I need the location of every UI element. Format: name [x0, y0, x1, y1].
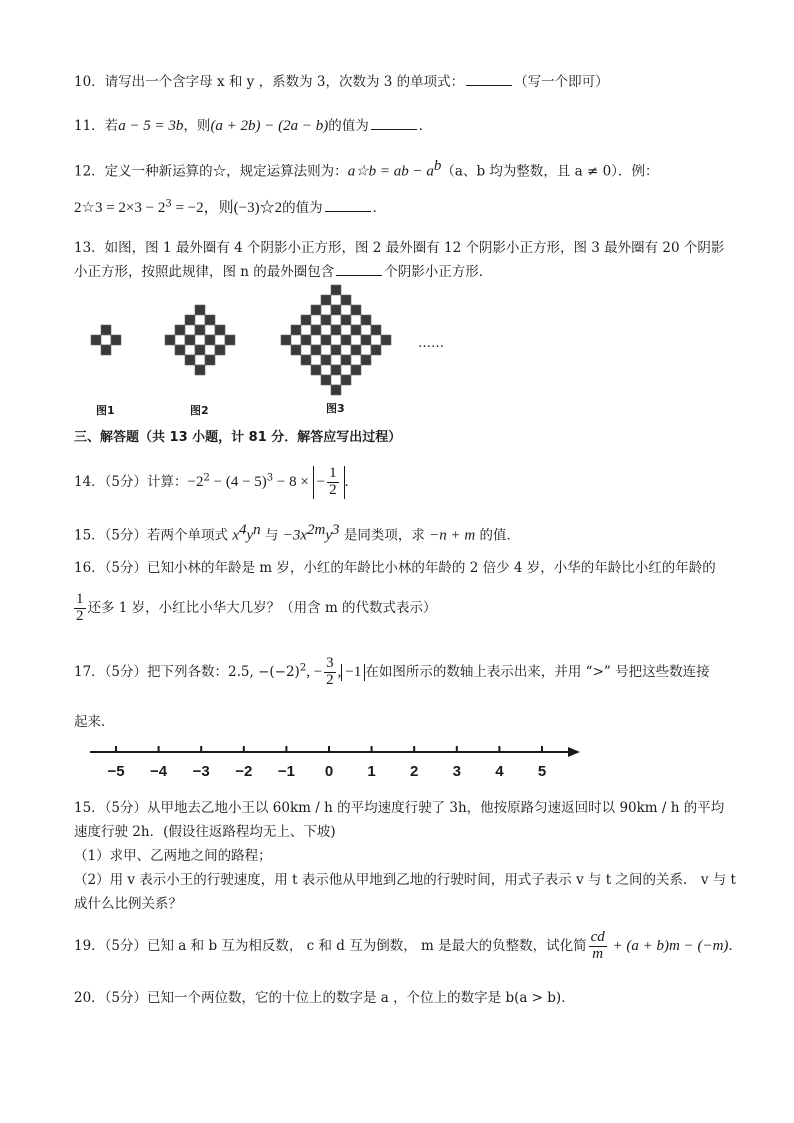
shaded-square [101, 345, 111, 355]
question-18-part1 [74, 844, 272, 864]
blank-square [351, 315, 361, 325]
q12-example-exponent: 3 [165, 198, 172, 210]
shaded-square [185, 355, 195, 365]
frac-den: 2 [326, 671, 334, 688]
q15-exp: n [253, 522, 261, 538]
shaded-square [291, 325, 301, 335]
question-17-line2 [74, 710, 115, 730]
shaded-square [91, 335, 101, 345]
q19-fraction [589, 930, 607, 963]
q14-end: ． [344, 473, 359, 490]
question-14 [74, 466, 358, 499]
shaded-square [351, 345, 361, 355]
shaded-square [361, 355, 371, 365]
question-10 [74, 70, 609, 90]
shaded-square [341, 295, 351, 305]
blank-square [341, 365, 351, 375]
frac-den: 2 [329, 481, 337, 498]
number-line-label: −4 [150, 763, 168, 780]
q17-exp: 2 [299, 662, 307, 674]
q19-prefix: 19．（5分）已知 a 和 b 互为相反数， c 和 d 互为倒数， m 是最大的负整数，试化简 [74, 937, 587, 954]
shaded-square [205, 315, 215, 325]
q15-prefix: 15．（5分）若两个单项式 [74, 527, 233, 544]
shaded-square [321, 315, 331, 325]
q17-fraction [324, 656, 336, 689]
q18-line2: 速度行驶 2h．(假设往返路程均无上、下坡) [74, 824, 336, 840]
question-15 [74, 522, 520, 545]
number-line-arrow-icon [568, 747, 580, 757]
blank-square [185, 325, 195, 335]
shaded-square [101, 325, 111, 335]
q16-line1: 16．（5分）已知小林的年龄是 m 岁，小红的年龄比小林的年龄的 2 倍少 4 岁，小华的年龄比小红的年龄的 [74, 560, 716, 576]
q17-prefix: 17．（5分）把下列各数：2.5, −(−2) [74, 663, 300, 680]
q12-end: ． [372, 200, 387, 216]
section-heading: 三、解答题（共 13 小题，计 81 分．解答应写出过程） [74, 430, 402, 445]
number-line-label: 1 [367, 763, 376, 780]
number-line-label: −1 [277, 763, 295, 780]
frac-num: 3 [326, 655, 334, 671]
question-16-line2 [72, 592, 437, 625]
q14-prefix: 14．（5分）计算： [74, 473, 188, 490]
blank-square [351, 355, 361, 365]
blank-square [175, 335, 185, 345]
shaded-square [175, 325, 185, 335]
shaded-square [351, 325, 361, 335]
question-20 [74, 986, 575, 1006]
q19-expression: + (a + b)m − (−m) [608, 937, 729, 954]
number-line-label: 3 [452, 763, 461, 780]
blank-square [301, 345, 311, 355]
blank-square [215, 335, 225, 345]
q15-mid: 与 [260, 527, 283, 544]
q15-term: x [232, 527, 239, 544]
q14-abs-value [313, 466, 345, 499]
shaded-square [331, 325, 341, 335]
question-18-line1 [74, 796, 724, 816]
shaded-square [321, 335, 331, 345]
blank-square [361, 325, 371, 335]
q12-expression: (−3)☆2 [233, 200, 283, 216]
number-line-label: −5 [107, 763, 125, 780]
number-line-label: 2 [410, 763, 419, 780]
q13-line2-suffix: 个阴影小正方形． [384, 264, 493, 280]
blank-square [205, 345, 215, 355]
q15-term: y [246, 527, 254, 544]
shaded-square [351, 365, 361, 375]
shaded-square [165, 335, 175, 345]
question-13-line2 [74, 260, 492, 280]
frac-num: 1 [329, 465, 337, 481]
q18-part1: （1）求甲、乙两地之间的路程； [74, 848, 272, 864]
shaded-square [331, 285, 341, 295]
q18-part2-line2: 成什么比例关系？ [74, 896, 182, 912]
shaded-square [361, 315, 371, 325]
blank-square [195, 355, 205, 365]
shaded-square [215, 325, 225, 335]
q12-rule: a☆b = ab − a [347, 163, 434, 180]
shaded-square [381, 335, 391, 345]
blank-square [301, 325, 311, 335]
shaded-square [321, 295, 331, 305]
blank-square [341, 305, 351, 315]
question-18-part2-line2 [74, 892, 182, 912]
q12-example-result: = −2，则 [171, 200, 234, 216]
blank-square [371, 335, 381, 345]
shaded-square [195, 365, 205, 375]
frac-num: cd [590, 929, 605, 945]
shaded-square [215, 345, 225, 355]
question-16-line1 [74, 556, 716, 576]
shaded-square [341, 375, 351, 385]
q12-prefix: 12．定义一种新运算的☆，规定运算法则为： [74, 163, 348, 180]
shaded-square [185, 335, 195, 345]
shaded-square [225, 335, 235, 345]
blank-square [321, 365, 331, 375]
q11-expression: (a + 2b) − (2a − b) [210, 118, 329, 134]
number-line-label: −2 [235, 763, 253, 780]
figure-3-label: 图3 [326, 402, 345, 415]
answer-blank [466, 73, 512, 86]
q17-mid: , − [306, 663, 323, 680]
question-12-line1 [74, 158, 658, 181]
q18-line1: 15．（5分）从甲地去乙地小王以 60km / h 的平均速度行驶了 3h，他按原路匀速返回时以 90km / h 的平均 [74, 800, 725, 816]
figure-1-label: 图1 [96, 404, 115, 417]
q14-neg: − [316, 473, 326, 490]
q17-line2: 起来． [74, 714, 115, 730]
blank-square [341, 345, 351, 355]
q18-part2-line1: （2）用 v 表示小王的行驶速度，用 t 表示他从甲地到乙地的行驶时间，用式子表示 v 与 t 之间的关系． v 与 t [74, 872, 736, 888]
shaded-square [331, 345, 341, 355]
blank-square [311, 315, 321, 325]
question-10-tail: （写一个即可） [514, 74, 609, 90]
blank-square [321, 325, 331, 335]
q15-exp: 4 [238, 522, 247, 538]
shaded-square [341, 335, 351, 345]
figure-2-pattern [165, 305, 235, 375]
number-line-label: 4 [495, 763, 504, 780]
blank-square [185, 345, 195, 355]
shaded-square [311, 365, 321, 375]
blank-square [195, 335, 205, 345]
shaded-square [291, 345, 301, 355]
blank-square [321, 305, 331, 315]
shaded-square [205, 355, 215, 365]
shaded-square [341, 315, 351, 325]
blank-square [195, 315, 205, 325]
q12-example: 2☆3 = 2×3 − 2 [74, 200, 166, 216]
q15-end: 的值． [475, 527, 521, 544]
frac-den: m [592, 945, 604, 962]
blank-square [321, 345, 331, 355]
shaded-square [175, 345, 185, 355]
q20-text: 20．（5分）已知一个两位数，它的十位上的数字是 a ，个位上的数字是 b(a > b)． [74, 990, 575, 1006]
answer-blank [336, 263, 382, 276]
frac-den: 2 [76, 607, 84, 624]
q11-condition: a − 5 = 3b [118, 118, 184, 134]
q15-suffix: 是同类项，求 [339, 527, 430, 544]
blank-square [331, 355, 341, 365]
question-18-line2 [74, 820, 336, 840]
number-line-label: 5 [537, 763, 547, 780]
question-11 [74, 114, 432, 135]
question-13-line1 [74, 236, 724, 256]
q14-exp2: 3 [266, 472, 274, 484]
number-line-label: −3 [192, 763, 210, 780]
q15-term: y [325, 527, 333, 544]
q11-prefix: 11．若 [74, 118, 119, 134]
q14-mid: − (4 − 5) [209, 473, 267, 490]
q16-line2: 还多 1 岁，小红比小华大几岁？（用含 m 的代数式表示） [87, 599, 437, 616]
blank-square [331, 375, 341, 385]
number-line-svg [86, 742, 580, 786]
question-19 [74, 930, 742, 963]
q17-suffix: 在如图所示的数轴上表示出来，并用 “>” 号把这些数连接 [365, 663, 710, 680]
q15-exp: 2m [307, 522, 326, 538]
q19-end: ． [728, 937, 742, 954]
blank-square [351, 335, 361, 345]
q15-term: −3x [282, 527, 308, 544]
answer-blank [371, 117, 417, 130]
pattern-figure-svg [74, 284, 454, 416]
question-12-line2 [74, 196, 386, 217]
q14-expr: −2 [187, 473, 204, 490]
question-18-part2-line1 [74, 868, 736, 888]
shaded-square [331, 305, 341, 315]
blank-square [311, 355, 321, 365]
shaded-square [205, 335, 215, 345]
blank-square [101, 335, 111, 345]
q11-mid: ，则 [183, 118, 211, 134]
q13-line2-prefix: 小正方形，按照此规律，图 n 的最外圈包含 [74, 264, 335, 280]
blank-square [341, 325, 351, 335]
number-line [86, 742, 580, 786]
q11-suffix: 的值为 [328, 118, 369, 134]
pattern-figure [74, 284, 454, 416]
frac-num: 1 [76, 591, 84, 607]
blank-square [361, 345, 371, 355]
figure-ellipsis: …… [418, 336, 444, 351]
shaded-square [185, 315, 195, 325]
blank-square [331, 295, 341, 305]
shaded-square [311, 345, 321, 355]
blank-square [331, 315, 341, 325]
q14-mid2: − 8 × [273, 473, 313, 490]
shaded-square [331, 365, 341, 375]
figure-1-pattern [91, 325, 121, 355]
shaded-square [311, 305, 321, 315]
shaded-square [301, 335, 311, 345]
shaded-square [371, 345, 381, 355]
shaded-square [351, 305, 361, 315]
shaded-square [311, 325, 321, 335]
shaded-square [195, 325, 205, 335]
figure-3-pattern [281, 285, 391, 395]
shaded-square [361, 335, 371, 345]
question-10-text: 10．请写出一个含字母 x 和 y ，系数为 3，次数为 3 的单项式： [74, 74, 465, 90]
shaded-square [301, 355, 311, 365]
q15-expr: −n + m [429, 527, 476, 544]
q12-rule-exponent: b [433, 158, 442, 174]
q13-line1: 13．如图，图 1 最外圈有 4 个阴影小正方形，图 2 最外圈有 12 个阴影小正方形，图 3 最外圈有 20 个阴影 [74, 240, 725, 256]
answer-blank [325, 199, 371, 212]
q11-end: ． [418, 118, 433, 134]
shaded-square [371, 325, 381, 335]
q14-fraction [327, 466, 339, 499]
shaded-square [281, 335, 291, 345]
shaded-square [195, 345, 205, 355]
shaded-square [301, 315, 311, 325]
shaded-square [331, 385, 341, 395]
question-17-line1: 17．（5分）把下列各数：2.5, $-(-2)^2$, − $\frac{3}{2}$ , −1 在如图所示的数轴上表示出来，并用 “>” 号把这些数连接 [74, 655, 710, 688]
shaded-square [341, 355, 351, 365]
q14-exp1: 2 [203, 472, 210, 484]
figure-2-label: 图2 [190, 404, 209, 417]
number-line-label: 0 [324, 763, 334, 780]
q16-fraction [74, 592, 86, 625]
blank-square [291, 335, 301, 345]
shaded-square [321, 355, 331, 365]
q15-exp: 3 [332, 522, 340, 538]
blank-square [311, 335, 321, 345]
blank-square [205, 325, 215, 335]
q17-abs-value: −1 [341, 664, 365, 681]
q12-condition: （a、b 均为整数，且 a ≠ 0）．例： [441, 163, 659, 180]
shaded-square [321, 375, 331, 385]
q12-suffix: 的值为 [282, 200, 323, 216]
shaded-square [195, 305, 205, 315]
blank-square [331, 335, 341, 345]
shaded-square [111, 335, 121, 345]
